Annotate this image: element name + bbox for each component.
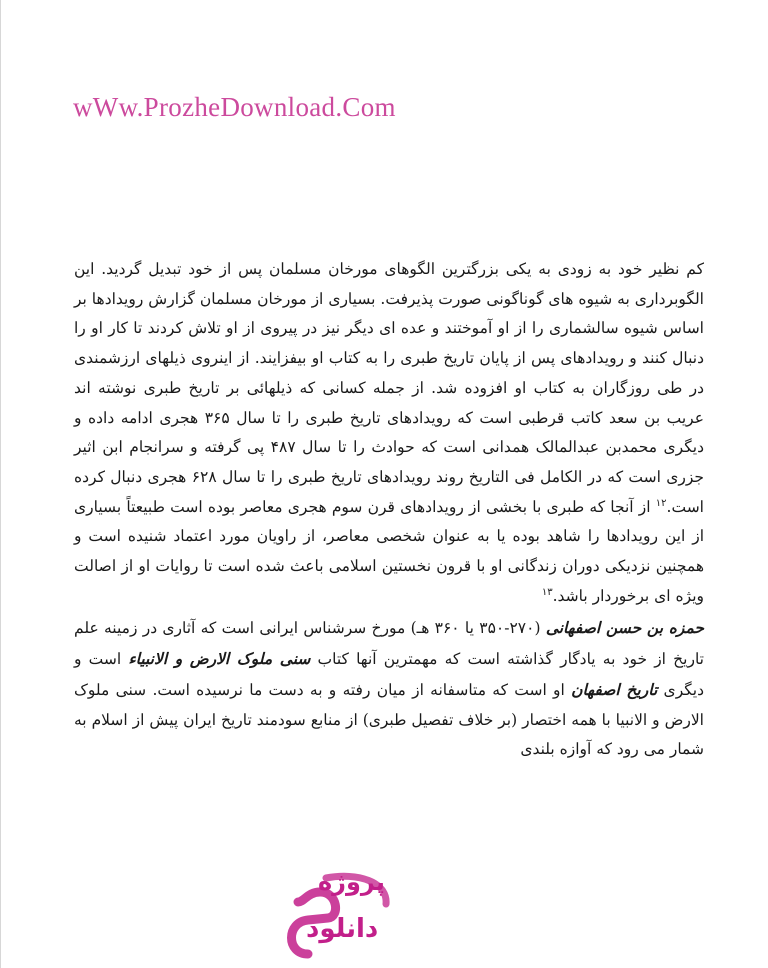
book-title-2: تاریخ اصفهان	[571, 679, 658, 699]
author-name: حمزه بن حسن اصفهانی	[545, 618, 705, 638]
paragraph-2-rest: او است که متاسفانه از میان رفته و به دست ما نرسیده است. سنی ملوک الارض و الانبیا با همه اختصار (بر خلاف تفصیل طبری) از منابع سودمند تاریخ ایران پیش از اسلام به شمار می رود که آوازه بلندی	[74, 680, 704, 759]
document-body	[74, 255, 704, 765]
watermark-url: wWw.ProzheDownload.Com	[73, 92, 396, 122]
page-left-edge	[0, 0, 1, 968]
paragraph-1-text-a: کم نظیر خود به زودی به یکی بزرگترین الگوهای مورخان مسلمان پس از خود تبدیل گردید. این الگوبرداری به شیوه های گوناگونی صورت پذیرفت. بسیاری از مورخان مسلمان گزارش رویدادها بر اساس شیوه سالشماری را از او آموختند و عده ای دیگر نیز در پیروی از او تلاش کردند تا کار او را دنبال کنند و رویدادهای پس از پایان تاریخ طبری را به کتاب او بیفزایند. از اینروی ذیلهای ارزشمندی در طی روزگاران به کتاب او افزوده شد. از جمله کسانی که ذیلهائی بر تاریخ طبری نوشته اند عریب بن سعد کاتب قرطبی است که رویدادهای تاریخ طبری را تا سال ۳۶۵ هجری ادامه داده و دیگری محمدبن عبدالمالک همدانی است که حوادث را تا سال ۴۸۷ پی گرفته و سرانجام ابن اثیر جزری است که در الکامل فی التاریخ روند رویدادهای تاریخ طبری را تا سال ۶۲۸ هجری دنبال کرده است.	[74, 260, 704, 516]
paragraph-2-mid: است و دیگری	[74, 650, 705, 699]
logo-text-line-2: دانلود	[306, 914, 379, 944]
footnote-ref-12: ۱۲	[655, 497, 667, 509]
paragraph-1-text-b: از آنجا که طبری با بخشی از رویدادهای قرن سوم هجری معاصر بوده است طبیعتاً بسیاری از این رویدادها را شاهد بوده یا به عنوان شخصی معاصر، از راویان مورد اعتماد شنیده است و همچنین نزدیکی دوران زندگانی او با قرون نخستین اسلامی باعث شده است تا روایات او از اصالت ویژه ای برخوردار باشد.	[74, 497, 704, 605]
paragraph-2	[74, 613, 704, 765]
logo-text-line-1: پروژه	[318, 868, 385, 896]
paragraph-1	[74, 255, 704, 611]
book-title-1: سنی ملوک الارض و الانبیاء	[128, 649, 311, 669]
footnote-ref-13: ۱۳	[541, 586, 553, 598]
paragraph-2-dates: (۲۷۰-۳۵۰ یا ۳۶۰ هـ) مورخ سرشناس ایرانی است که آثاری در زمینه علم تاریخ از خود به یادگار گذاشته است که مهمترین آنها کتاب	[74, 619, 704, 669]
